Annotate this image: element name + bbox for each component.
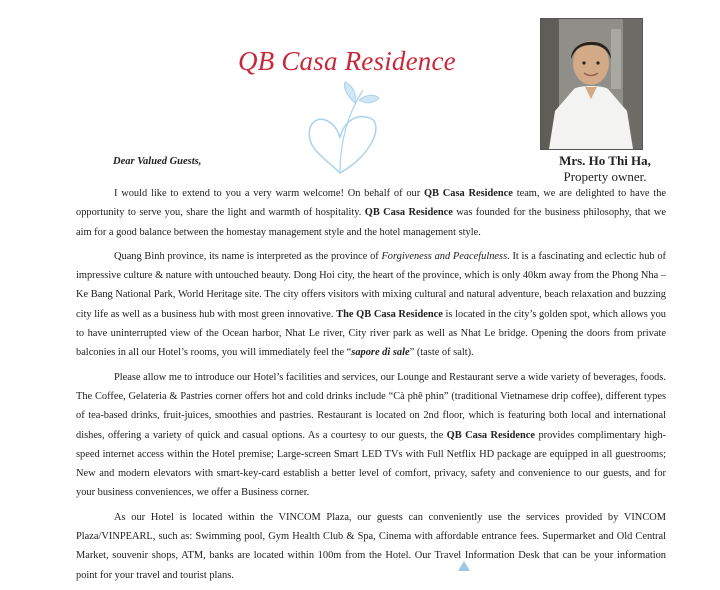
letter-greeting: Dear Valued Guests, <box>113 156 202 167</box>
letter-body <box>76 184 666 590</box>
paragraph-facilities: Please allow me to introduce our Hotel’s facilities and services, our Lounge and Restaurant serve a wide variety of beverages, foods. The Coffee, Gelateria & Pastries corner offers hot and cold drinks include “Cà phê phin” (traditional Vietnamese drip coffee), different types of tea-based drinks, fruit-juices, smoothies and pastries. Restaurant is located on 2nd floor, which is featuring both local and international dishes, offering a variety of quick and casual options. As a courtesy to our guests, the QB Casa Residence provides complimentary high-speed internet access within the Hotel premise; Large-screen Smart LED TVs with Full Netflix HD package are equipped in all guestrooms; New and modern elevators with smart-key-card establish a better level of comfort, privacy, safety and convenience to our guests, and for your business conveniences, we offer a Business corner. <box>76 371 666 499</box>
owner-name: Mrs. Ho Thi Ha, <box>559 153 651 168</box>
owner-role: Property owner. <box>563 169 647 184</box>
owner-signature <box>530 153 680 185</box>
paragraph-location: As our Hotel is located within the VINCOM Plaza, our guests can conveniently use the services provided by VINCOM Plaza/VINPEARL, such as: Swimming pool, Gym Health Club & Spa, Cinema with affordable entrance fees. Supermarket and Old Central Market, souvenir shops, ATM, banks are located within 100m from the Hotel. Our Travel Information Desk that can be your information point for your travel and tourist plans. <box>76 511 666 581</box>
leaf-flourish-icon <box>285 78 395 188</box>
paragraph-welcome: I would like to extend to you a very warm welcome! On behalf of our QB Casa Residence team, we are delighted to have the opportunity to serve you, share the light and warmth of hospitality. QB Casa Residence was founded for the business philosophy, that we aim for a good balance between the homestay management style and the hotel management style. <box>76 188 666 238</box>
owner-portrait-photo <box>540 18 643 150</box>
footer-leaf-icon <box>458 561 470 571</box>
paragraph-province: Quang Binh province, its name is interpreted as the province of Forgiveness and Peacefulness. It is a fascinating and eclectic hub of impressive culture & nature with untouched beauty. Dong Hoi city, the heart of the province, which is only 40km away from the Phong Nha – Ke Bang National Park, World Heritage site. The city offers visitors with mixing cultural and natural adventure, beach relaxation and buzzing city life as well as a business hub with most green innovative. The QB Casa Residence is located in the city’s golden spot, which allows you to have uninterrupted view of the Ocean harbor, Nhat Le river, City river park as well as Nhat Le bridge. Opening the doors from private balconies in all our Hotel’s rooms, you will immediately feel the “sapore di sale” (taste of salt). <box>76 250 666 359</box>
hotel-title: QB Casa Residence <box>238 46 456 76</box>
